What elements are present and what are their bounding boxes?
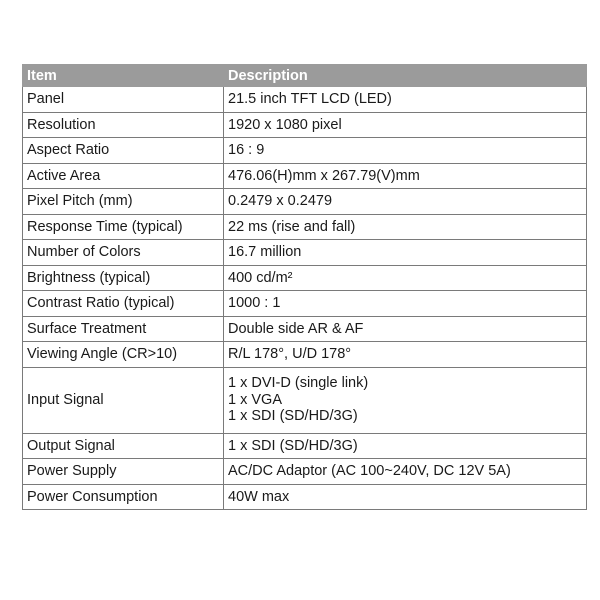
row-description-line: 1 x DVI-D (single link) <box>228 375 369 392</box>
row-description <box>224 367 587 433</box>
table-row <box>23 342 587 368</box>
table-row <box>23 316 587 342</box>
table-row <box>23 484 587 510</box>
table-row <box>23 367 587 433</box>
row-description-line: 476.06(H)mm x 267.79(V)mm <box>228 167 420 184</box>
table-row <box>23 459 587 485</box>
row-item-label: Viewing Angle (CR>10) <box>23 342 224 368</box>
row-description-line: 0.2479 x 0.2479 <box>228 193 333 209</box>
row-description <box>224 342 587 368</box>
spec-table <box>22 64 587 510</box>
row-description <box>224 459 587 485</box>
row-description <box>224 163 587 189</box>
row-item-label: Pixel Pitch (mm) <box>23 189 224 215</box>
row-item-label: Input Signal <box>23 367 224 433</box>
row-item-label: Response Time (typical) <box>23 214 224 240</box>
row-description <box>224 112 587 138</box>
row-item-label: Output Signal <box>23 433 224 459</box>
row-description <box>224 214 587 240</box>
table-row <box>23 87 587 113</box>
row-item-label: Resolution <box>23 112 224 138</box>
table-row <box>23 433 587 459</box>
row-description <box>224 138 587 164</box>
row-item-label: Contrast Ratio (typical) <box>23 291 224 317</box>
row-description-line: 1 x SDI (SD/HD/3G) <box>228 437 358 454</box>
row-description-line: 16 : 9 <box>228 142 265 158</box>
table-row <box>23 265 587 291</box>
table-row <box>23 163 587 189</box>
row-description <box>224 291 587 317</box>
row-item-label: Brightness (typical) <box>23 265 224 291</box>
row-description-line: 40W max <box>228 488 290 505</box>
row-description <box>224 240 587 266</box>
row-description-line: 1000 : 1 <box>228 295 281 311</box>
table-body <box>23 87 587 510</box>
row-description-line: 21.5 inch TFT LCD (LED) <box>228 91 392 107</box>
row-description <box>224 189 587 215</box>
row-description-line: 1920 x 1080 pixel <box>228 116 342 133</box>
row-description-line: AC/DC Adaptor (AC 100~240V, DC 12V 5A) <box>228 463 511 479</box>
header-description: Description <box>224 65 587 87</box>
table-row <box>23 138 587 164</box>
table-header-row <box>23 65 587 87</box>
row-item-label: Active Area <box>23 163 224 189</box>
row-description-line: 1 x VGA <box>228 391 282 408</box>
row-description <box>224 87 587 113</box>
row-item-label: Power Supply <box>23 459 224 485</box>
row-description <box>224 265 587 291</box>
row-description-line: 400 cd/m² <box>228 269 293 286</box>
row-item-label: Surface Treatment <box>23 316 224 342</box>
row-description-line: 1 x SDI (SD/HD/3G) <box>228 408 358 425</box>
row-description-line: R/L 178°, U/D 178° <box>228 346 352 362</box>
header-item: Item <box>23 65 224 87</box>
row-description-line: 22 ms (rise and fall) <box>228 218 356 235</box>
table-row <box>23 189 587 215</box>
table-row <box>23 112 587 138</box>
row-description <box>224 316 587 342</box>
row-item-label: Panel <box>23 87 224 113</box>
table-row <box>23 291 587 317</box>
row-description <box>224 484 587 510</box>
row-item-label: Aspect Ratio <box>23 138 224 164</box>
row-item-label: Power Consumption <box>23 484 224 510</box>
row-description-line: 16.7 million <box>228 244 302 260</box>
row-description <box>224 433 587 459</box>
table-row <box>23 240 587 266</box>
table-row <box>23 214 587 240</box>
row-description-line: Double side AR & AF <box>228 320 364 337</box>
row-item-label: Number of Colors <box>23 240 224 266</box>
